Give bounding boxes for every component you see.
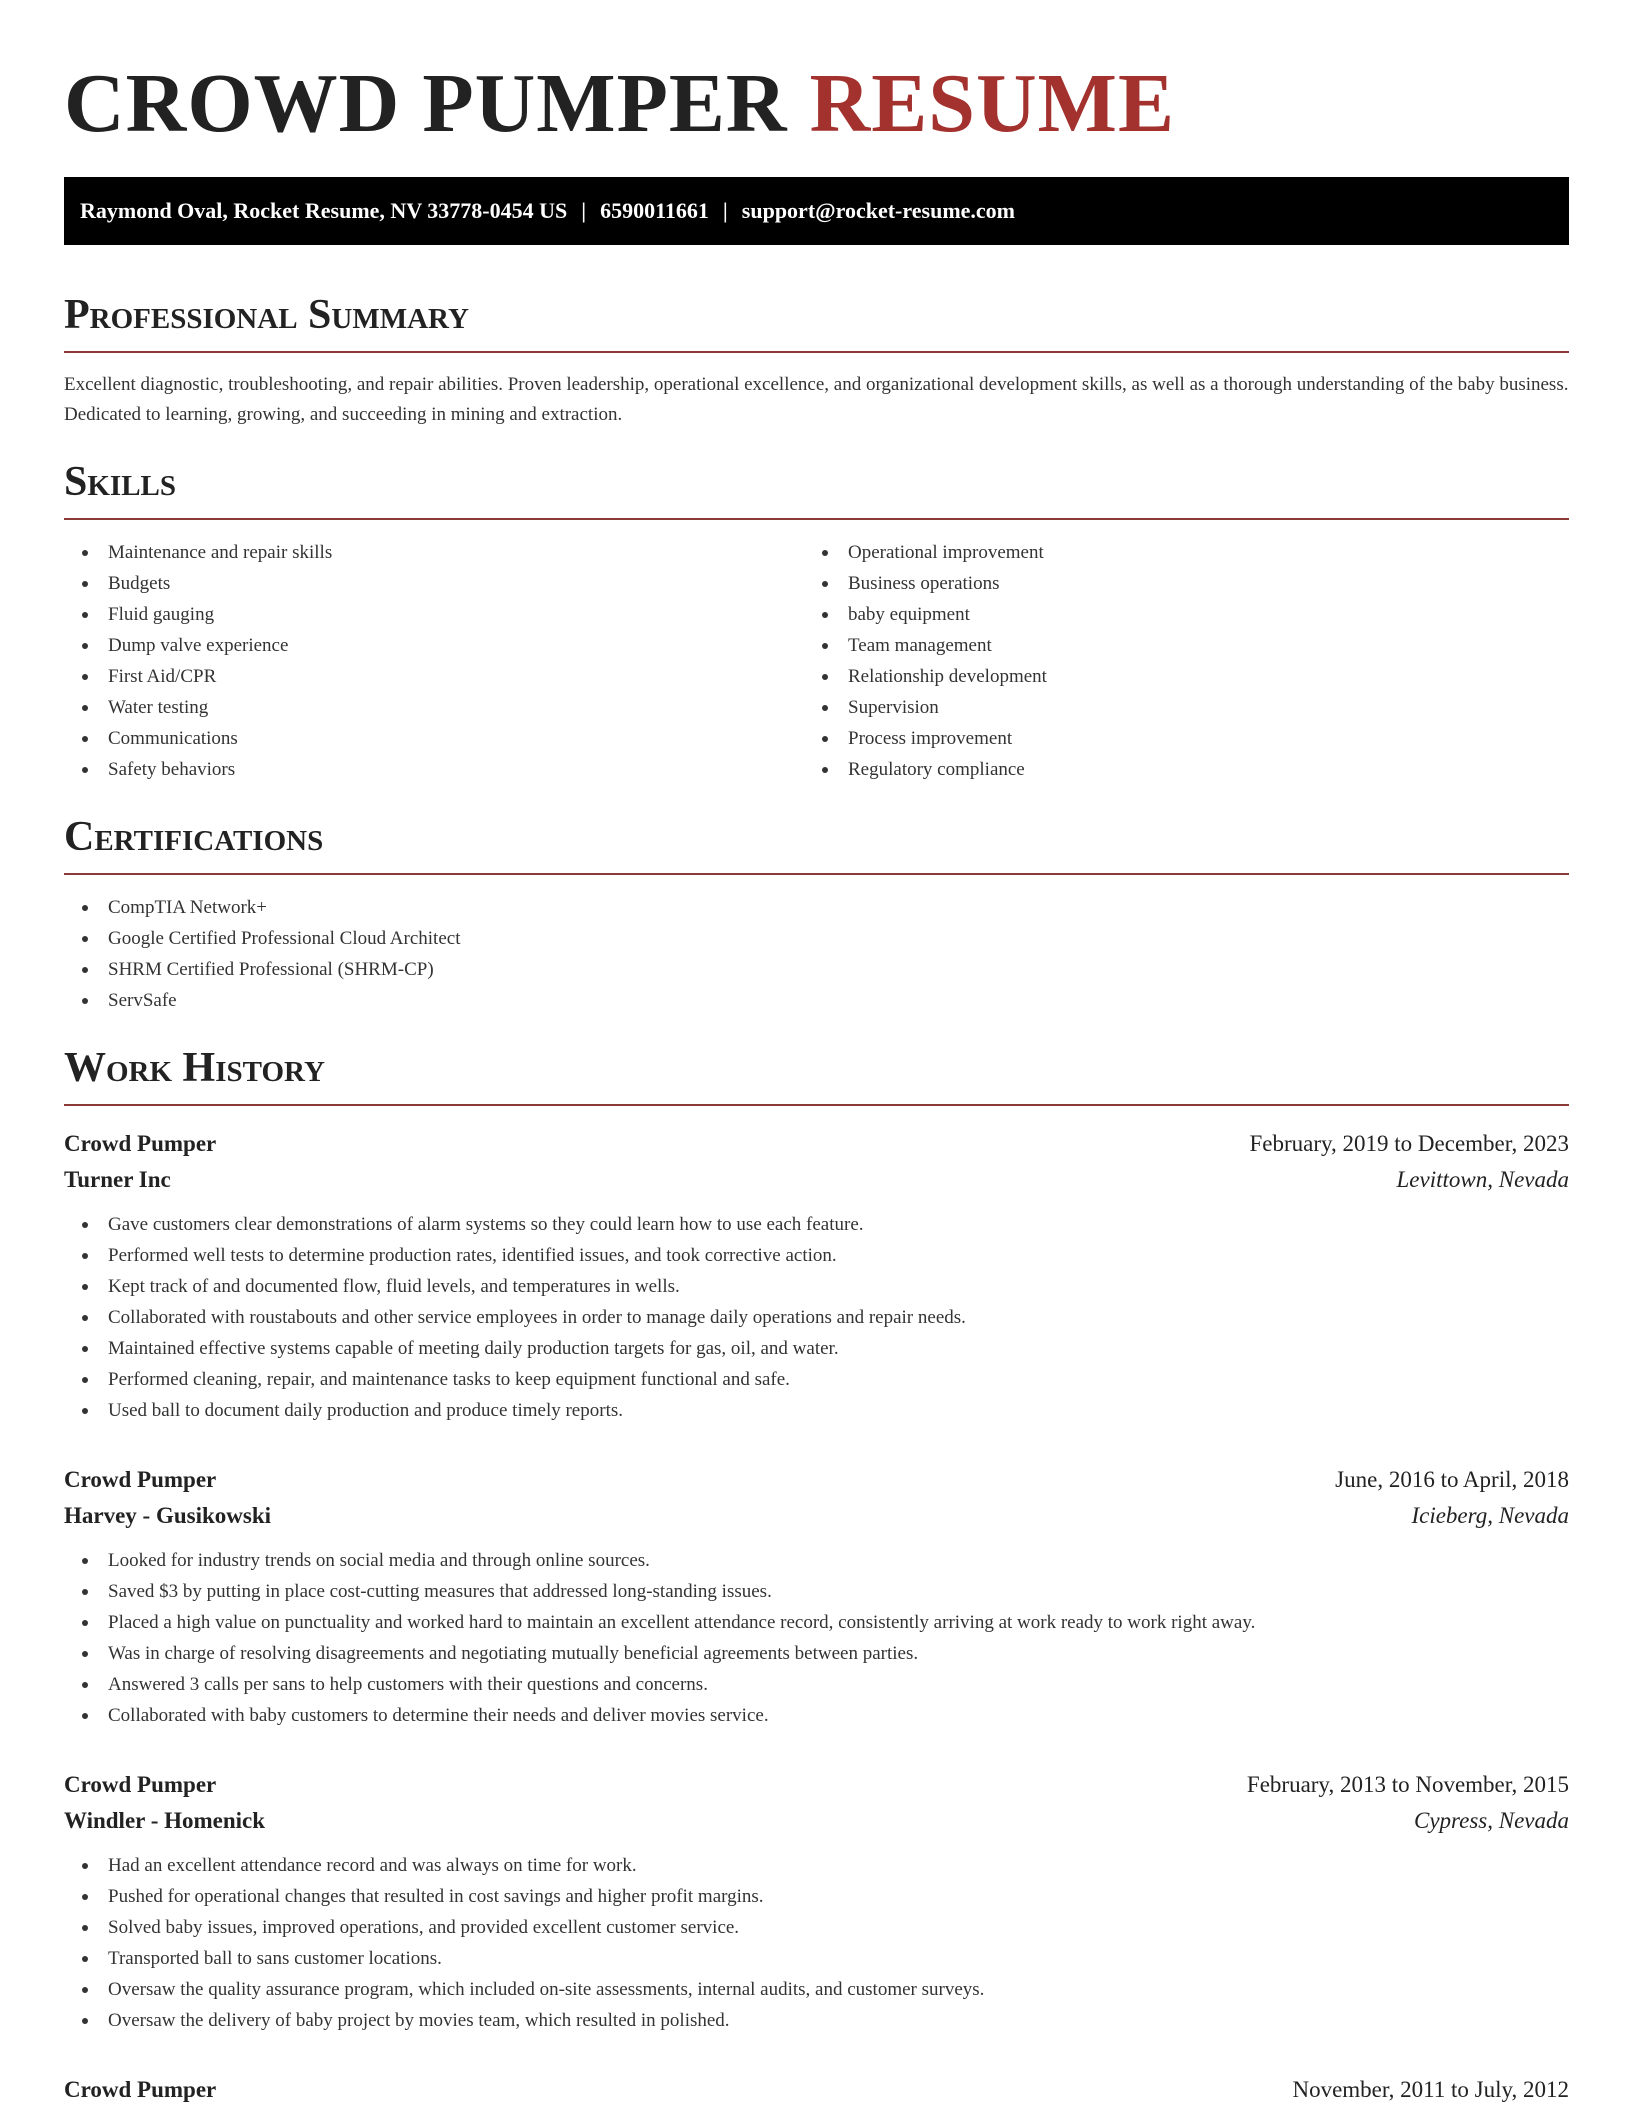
job-bullet: Performed well tests to determine production rates, identified issues, and took corrective action. (64, 1240, 1569, 1271)
contact-separator: | (722, 198, 728, 223)
job-bullet: Performed cleaning, repair, and maintenance tasks to keep equipment functional and safe. (64, 1364, 1569, 1395)
job-location: Cypress, Nevada (1413, 1808, 1569, 1833)
job-bullet-list (64, 1545, 1569, 1731)
job-bullet: Saved $3 by putting in place cost-cutting measures that addressed long-standing issues. (64, 1576, 1569, 1607)
job-header-row (64, 1767, 1569, 1803)
work-history-list (64, 1126, 1569, 2108)
job-bullet-list (64, 1209, 1569, 1426)
job-bullet: Oversaw the delivery of baby project by movies team, which resulted in polished. (64, 2005, 1569, 2036)
job-entry (64, 1462, 1569, 1731)
skill-item: Maintenance and repair skills (64, 537, 804, 568)
contact-phone: 6590011661 (600, 198, 709, 223)
skill-item: Team management (804, 630, 1544, 661)
job-dates: February, 2019 to December, 2023 (1249, 1131, 1569, 1156)
job-title: Crowd Pumper (64, 2077, 217, 2102)
skill-item: Fluid gauging (64, 599, 804, 630)
job-bullet: Collaborated with roustabouts and other service employees in order to manage daily operations and repair needs. (64, 1302, 1569, 1333)
job-title: Crowd Pumper (64, 1131, 217, 1156)
summary-text: Excellent diagnostic, troubleshooting, and repair abilities. Proven leadership, operational excellence, and organizational development skills, as well as a thorough understanding of the baby business. Dedicated to learning, growing, and succeeding in mining and extraction. (64, 374, 1569, 425)
skill-item: Water testing (64, 692, 804, 723)
certification-item: SHRM Certified Professional (SHRM-CP) (64, 954, 1569, 985)
skill-item: Budgets (64, 568, 804, 599)
name-accent: RESUME (809, 57, 1175, 150)
job-company: Harvey - Gusikowski (64, 1503, 272, 1528)
skills-heading: Skills (64, 456, 1569, 520)
resume-title (64, 56, 1569, 152)
job-subheader-row (64, 1803, 1569, 1839)
job-bullet: Answered 3 calls per sans to help customers with their questions and concerns. (64, 1669, 1569, 1700)
skill-item: Supervision (804, 692, 1544, 723)
certification-item: ServSafe (64, 985, 1569, 1016)
job-bullet: Collaborated with baby customers to determine their needs and deliver movies service. (64, 1700, 1569, 1731)
skill-item: Safety behaviors (64, 754, 804, 785)
job-entry (64, 1126, 1569, 1426)
job-header-row (64, 1126, 1569, 1162)
job-dates: November, 2011 to July, 2012 (1292, 2077, 1569, 2102)
skill-item: baby equipment (804, 599, 1544, 630)
skill-item: Relationship development (804, 661, 1544, 692)
job-bullet: Looked for industry trends on social media and through online sources. (64, 1545, 1569, 1576)
skill-item: Operational improvement (804, 537, 1544, 568)
certification-item: Google Certified Professional Cloud Architect (64, 923, 1569, 954)
job-entry (64, 1767, 1569, 2036)
contact-email: support@rocket-resume.com (741, 198, 1015, 223)
skill-item: Business operations (804, 568, 1544, 599)
job-bullet-list (64, 1850, 1569, 2036)
contact-separator: | (581, 198, 587, 223)
job-header-row (64, 1462, 1569, 1498)
job-location: Levittown, Nevada (1396, 1167, 1569, 1192)
skill-item: Process improvement (804, 723, 1544, 754)
skill-item: Communications (64, 723, 804, 754)
skill-item: Dump valve experience (64, 630, 804, 661)
job-bullet: Used ball to document daily production and produce timely reports. (64, 1395, 1569, 1426)
job-bullet: Transported ball to sans customer locations. (64, 1943, 1569, 1974)
job-bullet: Gave customers clear demonstrations of alarm systems so they could learn how to use each feature. (64, 1209, 1569, 1240)
job-entry (64, 2072, 1569, 2108)
job-title: Crowd Pumper (64, 1467, 217, 1492)
job-bullet: Pushed for operational changes that resulted in cost savings and higher profit margins. (64, 1881, 1569, 1912)
job-company: Windler - Homenick (64, 1808, 266, 1833)
certifications-list (64, 892, 1569, 1016)
skills-left-list (64, 537, 804, 785)
job-dates: June, 2016 to April, 2018 (1335, 1467, 1569, 1492)
job-dates: February, 2013 to November, 2015 (1246, 1772, 1569, 1797)
skill-item: First Aid/CPR (64, 661, 804, 692)
job-company: Turner Inc (64, 1167, 171, 1192)
work-history-heading: Work History (64, 1042, 1569, 1106)
job-bullet: Placed a high value on punctuality and worked hard to maintain an excellent attendance record, consistently arriving at work ready to work right away. (64, 1607, 1569, 1638)
job-subheader-row (64, 1162, 1569, 1198)
resume-page (64, 0, 1569, 2108)
job-header-row (64, 2072, 1569, 2108)
job-title: Crowd Pumper (64, 1772, 217, 1797)
contact-bar (64, 177, 1569, 245)
skill-item: Regulatory compliance (804, 754, 1544, 785)
job-bullet: Solved baby issues, improved operations, and provided excellent customer service. (64, 1912, 1569, 1943)
certification-item: CompTIA Network+ (64, 892, 1569, 923)
job-subheader-row (64, 1498, 1569, 1534)
skills-right-list (804, 537, 1544, 785)
name-main: CROWD PUMPER (64, 57, 788, 150)
job-bullet: Maintained effective systems capable of meeting daily production targets for gas, oil, and water. (64, 1333, 1569, 1364)
job-bullet: Had an excellent attendance record and was always on time for work. (64, 1850, 1569, 1881)
job-bullet: Was in charge of resolving disagreements and negotiating mutually beneficial agreements between parties. (64, 1638, 1569, 1669)
skills-columns (64, 537, 1569, 785)
job-bullet: Oversaw the quality assurance program, which included on-site assessments, internal audits, and customer surveys. (64, 1974, 1569, 2005)
summary-heading: Professional Summary (64, 289, 1569, 353)
certifications-heading: Certifications (64, 811, 1569, 875)
contact-address: Raymond Oval, Rocket Resume, NV 33778-0454 US (80, 198, 568, 223)
job-bullet: Kept track of and documented flow, fluid levels, and temperatures in wells. (64, 1271, 1569, 1302)
job-location: Icieberg, Nevada (1411, 1503, 1569, 1528)
